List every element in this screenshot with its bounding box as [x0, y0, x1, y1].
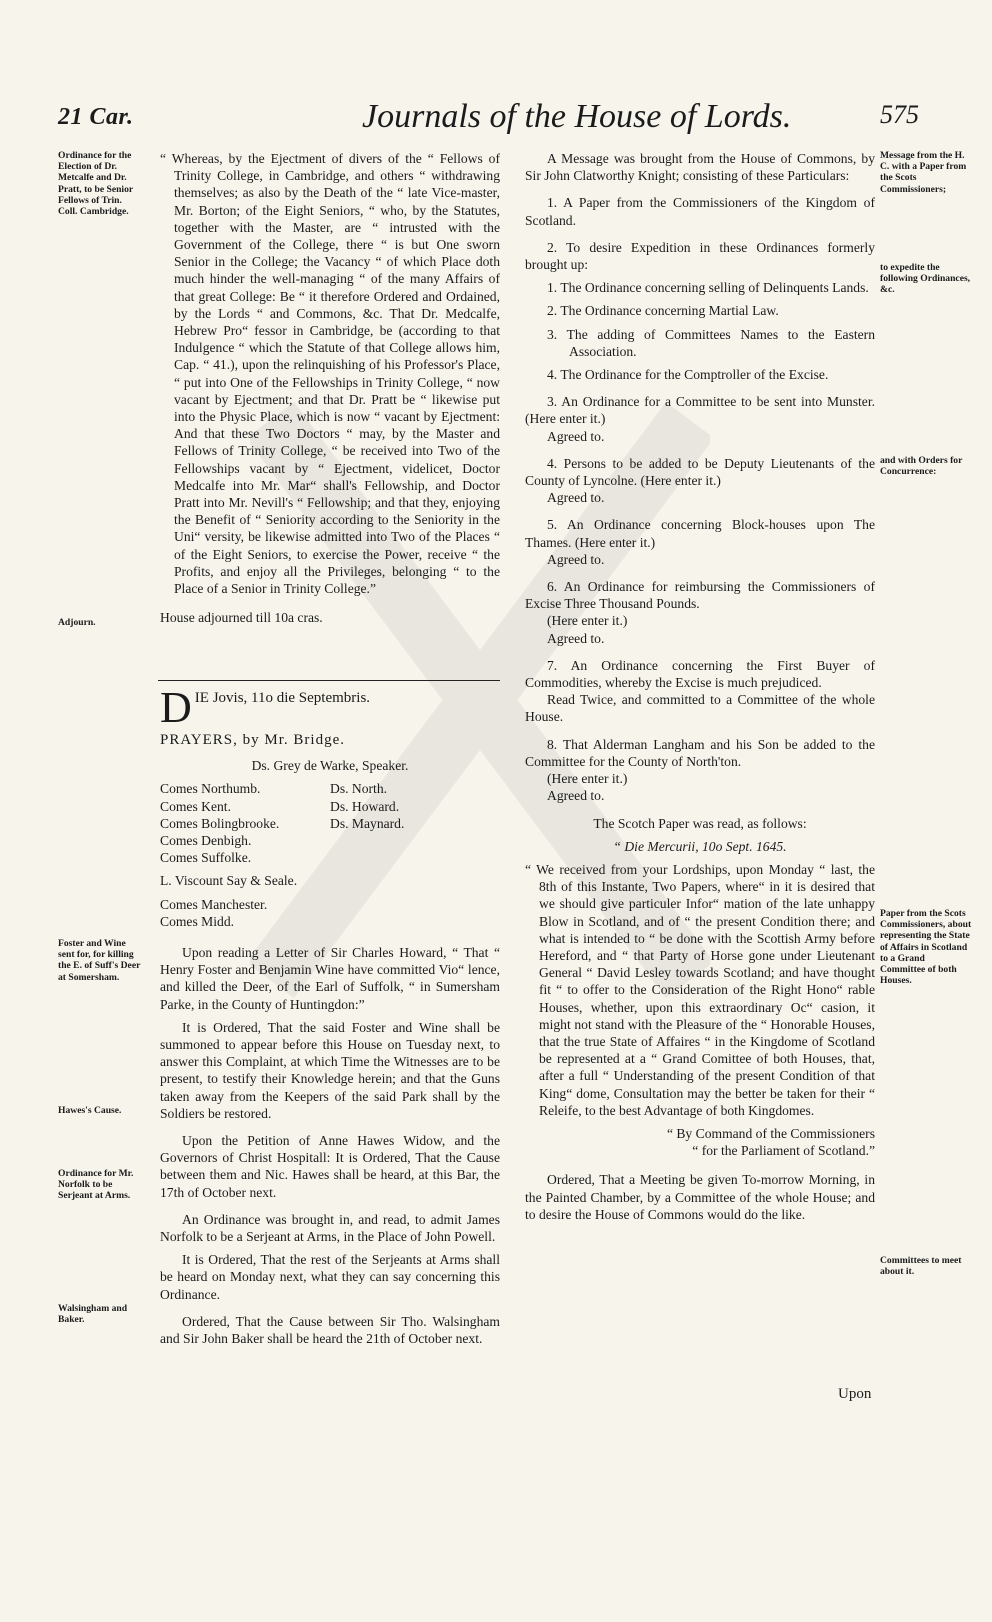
speaker-line: Ds. Grey de Warke, Speaker. [251, 758, 409, 774]
roster-entry: Comes Kent. [160, 798, 231, 814]
left-column [160, 150, 500, 632]
margin-note-hawes: Hawes's Cause. [58, 1105, 122, 1116]
foster-order: It is Ordered, That the said Foster and Wine shall be summoned to appear before this House on Tuesday next, to answer this Complaint, at which Time the Witnesses are to be present, to testify their Knowledge herein; and that the Guns taken away from the Keepers of the said Park shall by the Soldiers be restored. [160, 1019, 500, 1121]
attendance-roster [160, 780, 500, 866]
right-column [525, 150, 875, 1229]
roster-earls [160, 780, 330, 866]
running-head-regnal-year: 21 Car. [58, 104, 134, 130]
walsingham-order: Ordered, That the Cause between Sir Tho. Walsingham and Sir John Baker shall be heard the 21th of October next. [160, 1313, 500, 1347]
margin-note-scots-paper: Paper from the Scots Commissioners, about representing the State of Affairs in Scotland to a Grand Committee of both Houses. [880, 908, 972, 987]
norfolk-ordinance: An Ordinance was brought in, and read, to admit James Norfolk to be a Serjeant at Arms, in the Place of John Powell. [160, 1211, 500, 1245]
margin-note-ordinance-election: Ordinance for the Election of Dr. Metcalfe and Dr. Pratt, to be Senior Fellows of Trin. Coll. Cambridge. [58, 150, 133, 218]
hawes-petition: Upon the Petition of Anne Hawes Widow, and the Governors of Christ Hospitall: It is Ordered, That the Cause between them and Nic. Hawes shall be heard, at this Bar, the 17th of October next. [160, 1133, 500, 1200]
page-number: 575 [880, 100, 919, 129]
roster-entry: Comes Manchester. [160, 896, 268, 912]
subitem-3: 3. The adding of Committees Names to the Eastern Association. [547, 326, 875, 359]
item-6-enter: (Here enter it.) [547, 613, 628, 629]
margin-note-message: Message from the H. C. with a Paper from the Scots Commissioners; [880, 150, 967, 195]
roster-entry: Ds. North. [330, 781, 388, 797]
prayers-line: PRAYERS, by Mr. Bridge. [160, 732, 345, 748]
item-5: 5. An Ordinance concerning Block-houses upon The Thames. (Here enter it.) [525, 517, 875, 550]
agreed-6: Agreed to. [547, 630, 605, 646]
item-3: 3. An Ordinance for a Committee to be sent into Munster. (Here enter it.) [525, 394, 875, 427]
item-1: 1. A Paper from the Commissioners of the Kingdom of Scotland. [525, 195, 875, 228]
sitting-heading [160, 690, 500, 726]
agreed-3: Agreed to. [547, 428, 605, 444]
subitem-1: 1. The Ordinance concerning selling of Delinquents Lands. [547, 280, 869, 296]
viscount-line: L. Viscount Say & Seale. [160, 873, 298, 889]
left-column-lower [160, 690, 500, 1353]
subitem-2: 2. The Ordinance concerning Martial Law. [547, 303, 779, 319]
agreed-5: Agreed to. [547, 551, 605, 567]
roster-entry: Comes Suffolke. [160, 850, 252, 866]
ordinance-text: “ Whereas, by the Ejectment of divers of the “ Fellows of Trinity College, in Cambridge, and others “ withdrawing themselves; as also by the Death of the “ late Vice-master, Mr. Borton; of the Eight Seniors, “ who, by the Statutes, together with the Master, are “ intrusted with the Government of the College, there “ is but One sworn Senior in the College; the Vacancy “ of which Place doth much hinder the well-managing “ of the many Affairs of that great College: Be “ it therefore Ordered and Ordained, by the Lords “ and Commons, &c. That Dr. Medcalfe, Hebrew Pro“ fessor in Cambridge, be (according to that Indulgence “ which the Statute of that College allows him, Cap. “ 41.), upon the relinquishing of his Professor's Place, “ put into One of the Fellowships in Trinity College, “ now vacant by Ejectment; and that Dr. Pratt be “ likewise put into the Physic Place, which is now “ vacant by Ejectment: And that these Two Doctors “ may, by the Master and Fellows of Trinity College, “ be received into Two of the Fellowships vacant by “ Ejectment, videlicet, Doctor Medcalfe into Mr. Mar“ shall's Fellowship, and Doctor Pratt into Mr. Nevill's “ Fellowship; and that they, enjoying the Benefit of “ Seniority according to the Seniority in the Uni“ versity, be likewise admitted into Two of the Places “ of the Eight Seniors, to exercise the Power, receive “ the Profits, and enjoy all the Privileges, belonging “ to the Place of a Senior in Trinity College.” [160, 151, 500, 597]
item-4: 4. Persons to be added to be Deputy Lieutenants of the County of Lyncolne. (Here enter it.) [525, 455, 875, 489]
subitem-4: 4. The Ordinance for the Comptroller of the Excise. [547, 367, 829, 383]
roster-entry: Comes Denbigh. [160, 833, 252, 849]
roster-entry: Comes Northumb. [160, 781, 261, 797]
foster-letter: Upon reading a Letter of Sir Charles Howard, “ That “ Henry Foster and Benjamin Wine have committed Vio“ lence, and killed the Deer, of the Earl of Suffolk, “ in Sumersham Parke, in the County of Huntingdon:” [160, 945, 500, 1012]
agreed-4: Agreed to. [547, 490, 605, 506]
margin-note-committees: Committees to meet about it. [880, 1255, 962, 1278]
adjourn-text: House adjourned till 10a cras. [160, 610, 323, 626]
scotch-paper-date: “ Die Mercurii, 10o Sept. 1645. [613, 838, 787, 854]
item-8: 8. That Alderman Langham and his Son be added to the Committee for the County of North'ton. [525, 736, 875, 769]
item-8-enter: (Here enter it.) [547, 771, 628, 787]
margin-note-expedite: to expedite the following Ordinances, &c. [880, 262, 971, 296]
margin-note-concurrence: and with Orders for Concurrence: [880, 455, 963, 478]
margin-note-walsingham: Walsingham and Baker. [58, 1303, 128, 1326]
item-6: 6. An Ordinance for reimbursing the Commissioners of Excise Three Thousand Pounds. [525, 579, 875, 612]
roster-entry: Ds. Howard. [330, 798, 400, 814]
margin-note-adjourn: Adjourn. [58, 617, 96, 628]
item-7-committed: Read Twice, and committed to a Committee of the whole House. [525, 692, 875, 725]
section-rule [158, 680, 500, 681]
roster-entry: Comes Bolingbrooke. [160, 815, 280, 831]
margin-note-norfolk: Ordinance for Mr. Norfolk to be Serjeant at Arms. [58, 1168, 134, 1202]
running-head-title: Journals of the House of Lords. [362, 98, 792, 135]
roster-barons [330, 780, 500, 866]
sitting-date: IE Jovis, 11o die Septembris. [194, 690, 371, 706]
norfolk-order: It is Ordered, That the rest of the Serjeants at Arms shall be heard on Monday next, what they can say concerning this Ordinance. [160, 1252, 500, 1302]
agreed-8: Agreed to. [547, 788, 605, 804]
drop-cap: D [160, 690, 192, 726]
roster-entry: Ds. Maynard. [330, 815, 405, 831]
item-2: 2. To desire Expedition in these Ordinances formerly brought up: [525, 239, 875, 273]
item-7: 7. An Ordinance concerning the First Buyer of Commodities, whereby the Excise is much prejudiced. [525, 657, 875, 691]
message-intro: A Message was brought from the House of Commons, by Sir John Clatworthy Knight; consisting of these Particulars: [525, 151, 875, 184]
catchword: Upon [838, 1386, 872, 1402]
margin-note-foster-wine: Foster and Wine sent for, for killing the E. of Suff's Deer at Somersham. [58, 938, 141, 983]
meeting-order: Ordered, That a Meeting be given To-morrow Morning, in the Painted Chamber, by a Committee of the whole House; and to desire the House of Commons would do the like. [525, 1172, 875, 1222]
signature-line-1: “ By Command of the Commissioners [666, 1125, 875, 1141]
roster-entry: Comes Midd. [160, 913, 235, 929]
scotch-paper-heading: The Scotch Paper was read, as follows: [593, 815, 807, 831]
scotch-paper-text: “ We received from your Lordships, upon Monday “ last, the 8th of this Instante, Two Papers, where“ in it is desired that we should give particuler Infor“ mation of the late unhappy Blow in Scotland, and of “ the present Condition there; and what is intended to “ be done with the Scottish Army before Hereford, and “ that Party of Horse gone under Lieutenant General “ David Lesley towards Scotland; and have thought fit “ to offer to the Consideration of the Right Hono“ rable Houses, whether, upon this extraordinary Oc“ casion, it might not stand with the Pleasure of the “ Honorable Houses, that the true State of Affaires “ in the Kingdome of Scotland be represented at a “ Grand Comittee of both Houses, that, after a full “ Understanding of the present Condition of that King“ dome, Consultation may the better be taken for their “ Releife, to the best Advantage of both Kingdomes. [525, 861, 875, 1118]
signature-line-2: “ for the Parliament of Scotland.” [692, 1143, 875, 1159]
